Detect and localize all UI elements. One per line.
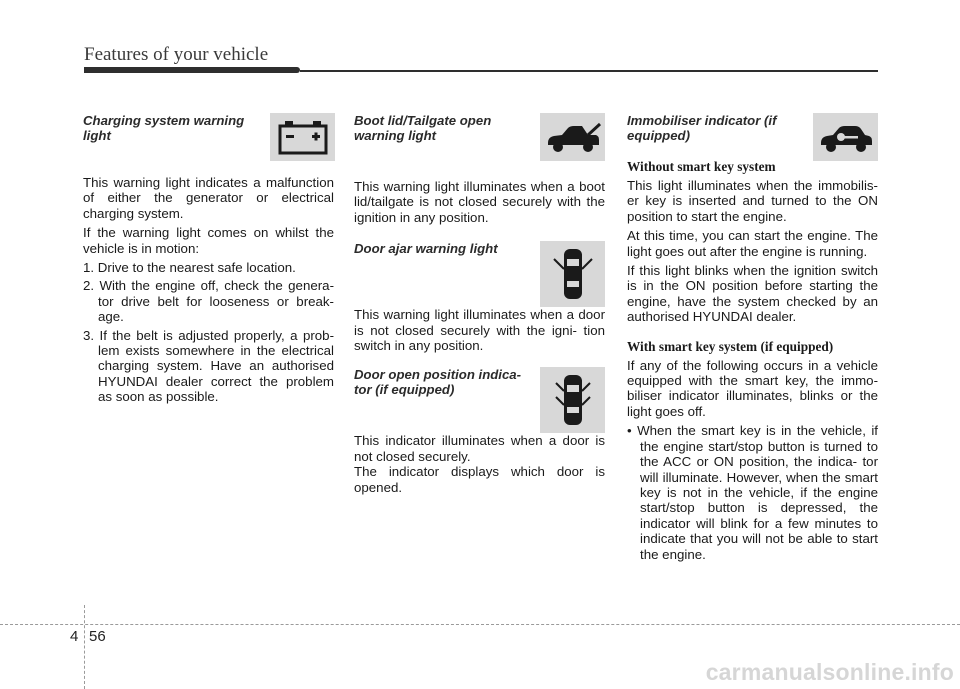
column-3 [627, 113, 878, 565]
chapter-number: 4 [70, 628, 79, 645]
battery-icon [270, 113, 335, 161]
charging-paragraph-1: This warning light indicates a malfunction of either the generator or electrical charging system. [83, 175, 334, 221]
footer-rule [0, 624, 960, 625]
door-open-title: Door open position indica- tor (if equipped) [354, 367, 522, 398]
door-open-paragraph-1: This indicator illuminates when a door is not closed securely. [354, 433, 605, 464]
header-rule-line [300, 70, 878, 72]
header-rule [84, 67, 300, 73]
list-item: • When the smart key is in the vehicle, if the engine start/stop button is turned to the ACC or ON position, the indica- tor will illuminate. However, when the smart key is not in the vehicle, if the engine start/stop button is depressed, the indicator will blink for a few minutes to indicate that you will not be able to start the engine. [627, 423, 878, 562]
door-open-section [354, 367, 605, 495]
door-open-position-icon [540, 367, 605, 433]
immobiliser-paragraph-4: If any of the following occurs in a vehicle equipped with the smart key, the immo- biliser indicator illuminates, blinks or the light goes off. [627, 357, 878, 419]
page-number: 56 [89, 628, 106, 645]
list-item: 1. Drive to the nearest safe location. [83, 260, 296, 276]
immobiliser-paragraph-2: At this time, you can start the engine. The light goes out after the engine is running. [627, 228, 878, 259]
footer-divider [84, 605, 85, 689]
with-smart-key-heading: With smart key system (if equipped) [627, 338, 834, 354]
boot-title: Boot lid/Tailgate open warning light [354, 113, 492, 143]
car-trunk-open-icon [540, 113, 605, 161]
without-smart-key-heading: Without smart key system [627, 159, 776, 174]
door-ajar-paragraph: This warning light illuminates when a door is not closed securely with the igni- tion switch in any position. [354, 307, 605, 354]
charging-steps [83, 260, 334, 405]
charging-paragraph-2: If the warning light comes on whilst the vehicle is in motion: [83, 225, 334, 256]
door-ajar-section [354, 241, 605, 353]
charging-title: Charging system warning light [83, 113, 245, 143]
immobiliser-section [627, 113, 878, 562]
charging-section [83, 113, 334, 405]
door-open-paragraph-2: The indicator displays which door is opened. [354, 464, 605, 495]
list-item: 3. If the belt is adjusted properly, a prob- lem exists somewhere in the electrical charging system. Have an authorised HYUNDAI dealer correct the problem as soon as possible. [83, 327, 334, 405]
immobiliser-paragraph-3: If this light blinks when the ignition switch is in the ON position before starting the engine, have the system checked by an authorised HYUNDAI dealer. [627, 263, 878, 325]
immobiliser-title: Immobiliser indicator (if equipped) [627, 113, 777, 143]
column-1 [83, 113, 334, 408]
door-ajar-icon [540, 241, 605, 307]
door-ajar-title: Door ajar warning light [354, 241, 498, 257]
column-2 [354, 113, 605, 499]
list-item: 2. With the engine off, check the genera- tor drive belt for looseness or break- age. [83, 278, 334, 325]
watermark: carmanualsonline.info [705, 659, 954, 685]
immobiliser-paragraph-1: This light illuminates when the immobilis- er key is inserted and turned to the ON position to start the engine. [627, 178, 878, 224]
page-header-title: Features of your vehicle [84, 44, 269, 65]
boot-paragraph: This warning light illuminates when a boot lid/tailgate is not closed securely with the ignition in any position. [354, 179, 605, 225]
boot-section [354, 113, 605, 225]
smart-key-bullets [627, 423, 878, 562]
car-key-icon [813, 113, 878, 161]
